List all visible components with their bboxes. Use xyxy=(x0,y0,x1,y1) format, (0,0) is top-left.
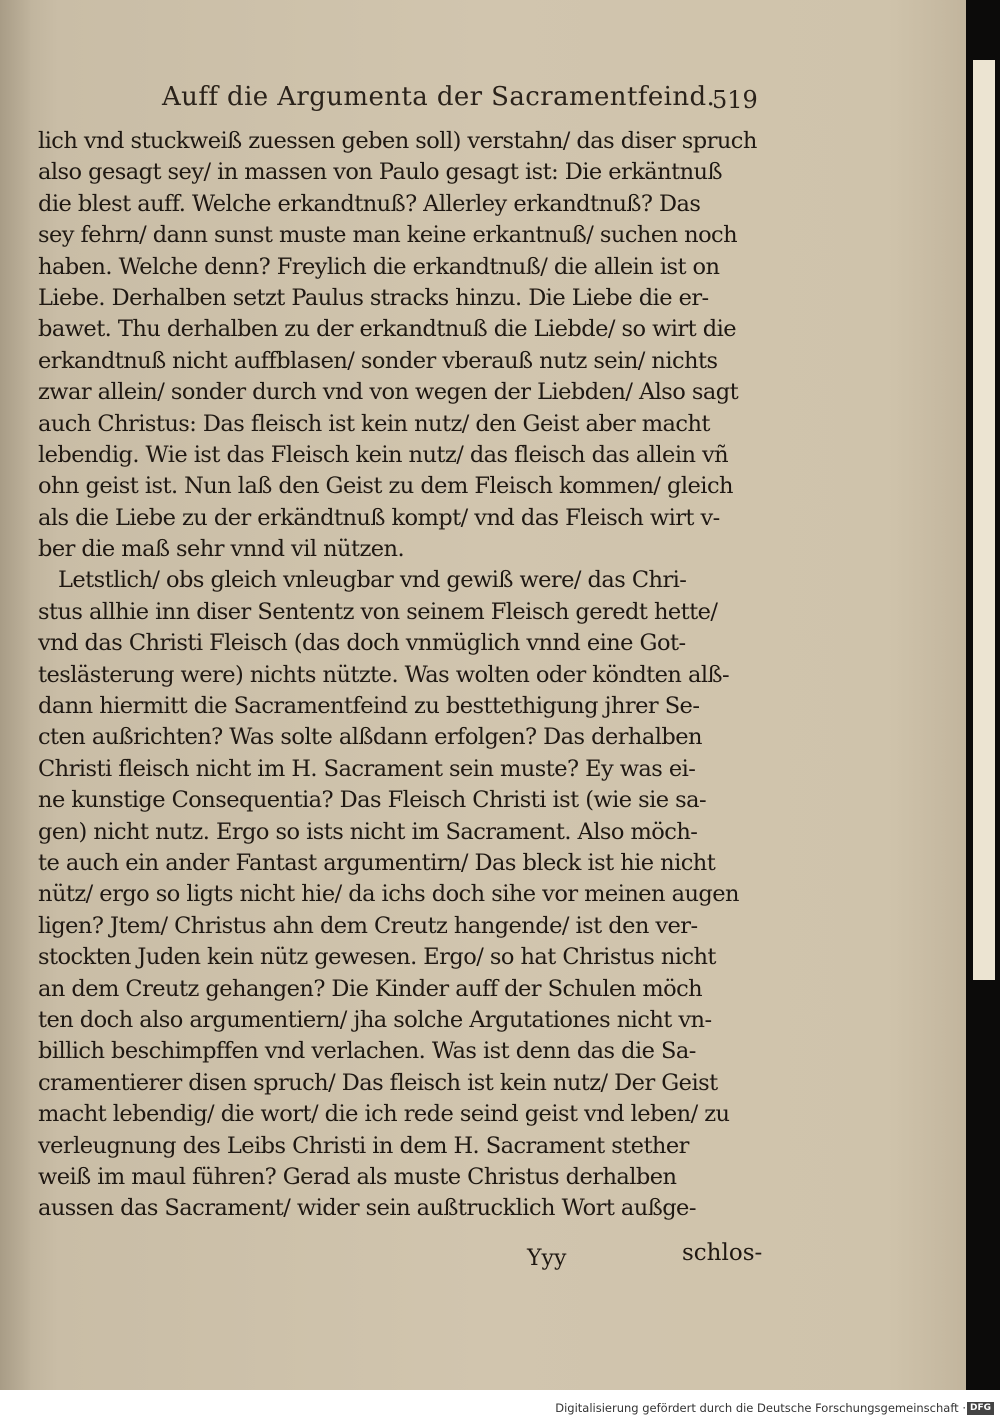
scan-edge-strip xyxy=(973,60,995,980)
text-line: ten doch also argumentiern/ jha solche Argutationes nicht vn- xyxy=(38,1006,712,1033)
text-line: als die Liebe zu der erkändtnuß kompt/ vnd das Fleisch wirt v- xyxy=(38,504,720,531)
text-line: ber die maß sehr vnnd vil nützen. xyxy=(38,536,405,563)
body-text xyxy=(38,126,783,1225)
text-line: cten außrichten? Was solte alßdann erfolgen? Das derhalben xyxy=(38,724,702,751)
text-line: haben. Welche denn? Freylich die erkandtnuß/ die allein ist on xyxy=(38,253,720,280)
text-line: ne kunstige Consequentia? Das Fleisch Christi ist (wie sie sa- xyxy=(38,787,707,814)
text-line: dann hiermitt die Sacramentfeind zu besttethigung jhrer Se- xyxy=(38,693,700,720)
text-line: lich vnd stuckweiß zuessen geben soll) verstahn/ das diser spruch xyxy=(38,128,757,154)
text-line: die blest auff. Welche erkandtnuß? Allerley erkandtnuß? Das xyxy=(38,190,701,217)
text-line: stus allhie inn diser Sententz von seinem Fleisch geredt hette/ xyxy=(38,598,718,625)
text-line: ohn geist ist. Nun laß den Geist zu dem Fleisch kommen/ gleich xyxy=(38,473,733,500)
text-line: stockten Juden kein nütz gewesen. Ergo/ so hat Christus nicht xyxy=(38,944,716,971)
text-line: lebendig. Wie ist das Fleisch kein nutz/ das fleisch das allein vñ xyxy=(38,441,729,468)
text-line: Christi fleisch nicht im H. Sacrament sein muste? Ey was ei- xyxy=(38,755,696,782)
text-line: gen) nicht nutz. Ergo so ists nicht im Sacrament. Also möch- xyxy=(38,818,698,845)
text-line: also gesagt sey/ in massen von Paulo gesagt ist: Die erkäntnuß xyxy=(38,159,722,186)
text-line: auch Christus: Das fleisch ist kein nutz/ den Geist aber macht xyxy=(38,410,710,437)
text-line: nütz/ ergo so ligts nicht hie/ da ichs doch sihe vor meinen augen xyxy=(38,881,739,908)
text-line: cramentierer disen spruch/ Das fleisch ist kein nutz/ Der Geist xyxy=(38,1069,718,1096)
text-line: bawet. Thu derhalben zu der erkandtnuß die Liebde/ so wirt die xyxy=(38,316,736,343)
text-line: an dem Creutz gehangen? Die Kinder auff der Schulen möch xyxy=(38,975,703,1002)
text-line: zwar allein/ sonder durch vnd von wegen der Liebden/ Also sagt xyxy=(38,379,739,406)
text-line: macht lebendig/ die wort/ die ich rede seind geist vnd leben/ zu xyxy=(38,1101,730,1128)
text-line: teslästerung were) nichts nützte. Was wolten oder köndten alß- xyxy=(38,661,730,688)
signature-mark: Yyy xyxy=(527,1246,567,1271)
text-line: weiß im maul führen? Gerad als muste Christus derhalben xyxy=(38,1163,677,1190)
running-title: Auff die Argumenta der Sacramentfeind. xyxy=(162,82,716,112)
text-line: te auch ein ander Fantast argumentirn/ Das bleck ist hie nicht xyxy=(38,849,716,876)
text-line: aussen das Sacrament/ wider sein außtrucklich Wort außge- xyxy=(38,1195,696,1222)
footer-bar xyxy=(0,1400,1000,1419)
text-line: sey fehrn/ dann sunst muste man keine erkantnuß/ suchen noch xyxy=(38,222,738,249)
text-line: ligen? Jtem/ Christus ahn dem Creutz hangende/ ist den ver- xyxy=(38,912,698,939)
text-line: Letstlich/ obs gleich vnleugbar vnd gewiß were/ das Chri- xyxy=(58,567,687,594)
text-line: billich beschimpffen vnd verlachen. Was ist denn das die Sa- xyxy=(38,1038,696,1065)
dfg-logo: DFG xyxy=(967,1402,994,1415)
catchword: schlos- xyxy=(682,1240,763,1266)
text-line: verleugnung des Leibs Christi in dem H. Sacrament stether xyxy=(38,1132,689,1159)
text-line: vnd das Christi Fleisch (das doch vnmüglich vnnd eine Got- xyxy=(38,630,686,657)
page-number: 519 xyxy=(712,86,758,114)
page-gutter-edge xyxy=(0,0,30,1390)
funding-notice: Digitalisierung gefördert durch die Deutsche Forschungsgemeinschaft · xyxy=(555,1401,966,1415)
page-header xyxy=(0,82,966,122)
text-line: Liebe. Derhalben setzt Paulus stracks hinzu. Die Liebe die er- xyxy=(38,284,709,311)
text-line: erkandtnuß nicht auffblasen/ sonder vberauß nutz sein/ nichts xyxy=(38,347,718,374)
